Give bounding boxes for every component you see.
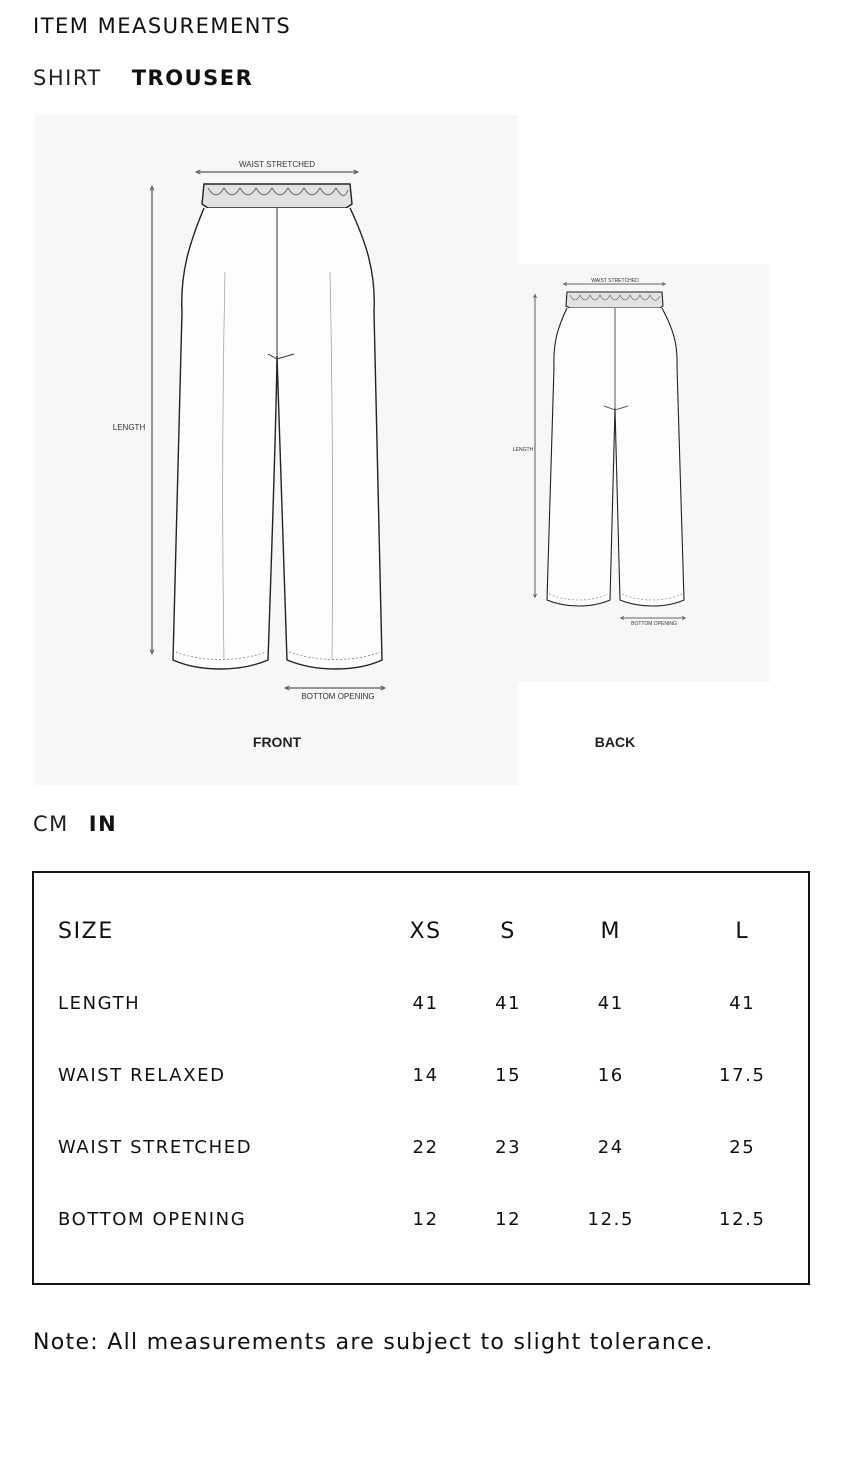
header-xs: XS [409,918,442,944]
cell-value: 14 [412,1064,439,1086]
row-label: BOTTOM OPENING [58,1208,247,1230]
tab-shirt[interactable]: SHIRT [33,66,102,90]
cell-value: 23 [495,1136,522,1158]
back-length-label: LENGTH [512,447,534,453]
header-l: L [735,918,750,944]
front-bottom-opening-label: BOTTOM OPENING [301,692,375,701]
table-header-row [34,895,808,967]
front-view [35,115,518,785]
cell-value: 25 [729,1136,756,1158]
cell-value: 15 [495,1064,522,1086]
table-row [34,1111,808,1183]
table-row [34,1039,808,1111]
size-chart-table [32,871,810,1285]
unit-toggle [33,812,117,836]
cell-value: 41 [597,992,624,1014]
back-view [513,264,770,750]
unit-in-button[interactable]: IN [88,812,118,836]
cell-value: 22 [412,1136,439,1158]
cell-value: 24 [597,1136,624,1158]
garment-tabs [33,66,253,90]
back-waist-stretched-label: WAIST STRETCHED [591,278,639,284]
cell-value: 41 [729,992,756,1014]
row-label: WAIST RELAXED [58,1064,226,1086]
front-length-label: LENGTH [112,423,146,432]
back-bottom-opening-label: BOTTOM OPENING [631,621,677,627]
front-caption: FRONT [252,734,302,750]
cell-value: 12.5 [587,1208,635,1230]
header-m: M [600,918,622,944]
cell-value: 12 [495,1208,522,1230]
cell-value: 41 [412,992,439,1014]
measurement-diagram [0,112,850,792]
cell-value: 12.5 [719,1208,766,1230]
cell-value: 12 [412,1208,439,1230]
tolerance-note: Note: All measurements are subject to slight tolerance. [33,1330,714,1355]
cell-value: 16 [597,1064,624,1086]
row-label: WAIST STRETCHED [58,1136,253,1158]
table-row [34,967,808,1039]
cell-value: 41 [495,992,522,1014]
back-caption: BACK [594,734,636,750]
row-label: LENGTH [58,992,141,1014]
header-s: S [500,918,516,944]
tab-trouser[interactable]: TROUSER [131,66,254,90]
cell-value: 17.5 [719,1064,766,1086]
table-row [34,1183,808,1255]
front-waist-stretched-label: WAIST STRETCHED [238,160,316,169]
header-size: SIZE [58,918,114,944]
unit-cm-button[interactable]: CM [33,812,69,836]
page-title: ITEM MEASUREMENTS [33,14,292,38]
